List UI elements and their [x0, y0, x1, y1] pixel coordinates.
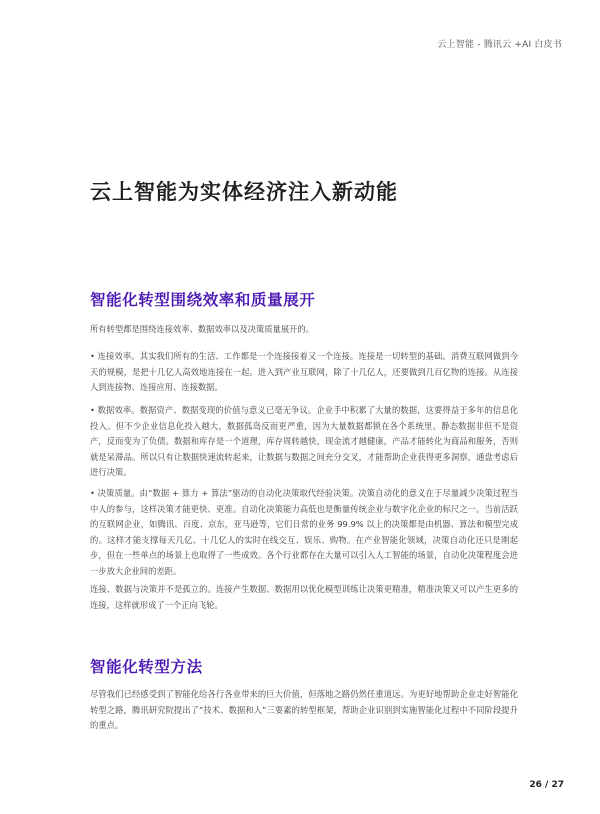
method-paragraph: 尽管我们已经感受到了智能化给各行各业带来的巨大价值，但落地之路仍然任重道远。为更好地帮助企业走好智能化转型之路，腾讯研究院提出了“技术、数据和人”三要素的转型框架，帮助企业识别到实施智能化过程中不同阶段提升的重点。	[90, 689, 518, 731]
bullet-decision-quality: • 决策质量。由“数据 + 算力 + 算法”驱动的自动化决策取代经验决策。决策自动化的意义在于尽量减少决策过程当中人的参与，这样决策才能更快、更准。自动化决策能力高低也是衡量传统企业与数字化企业的标尺之一。当前活跃的互联网企业，如腾讯、百度、京东，亚马逊等，它们日常的业务 99.9% 以上的决策都是由机器、算法和模型完成的。这样才能支撑每天几亿、十几亿人的实时在线交互、娱乐、购物。在产业智能化领域，决策自动化还只是刚起步，但在一些单点的场景上也取得了一些成效。各个行业都存在大量可以引入人工智能的场景，自动化决策程度会进一步放大企业间的差距。	[90, 488, 518, 576]
page-title: 云上智能为实体经济注入新动能	[90, 180, 398, 204]
page-number: 26 / 27	[529, 780, 564, 790]
section-heading-transformation-method: 智能化转型方法	[90, 658, 203, 676]
intro-paragraph: 所有转型都是围绕连接效率、数据效率以及决策质量展开的。	[90, 324, 315, 334]
bullet-connection-efficiency: • 连接效率。其实我们所有的生活、工作都是一个连接接着又一个连接。连接是一切转型的基础。消费互联网做到今天的规模，是把十几亿人高效地连接在一起。进入到产业互联网，除了十几亿人，还要做到几百亿物的连接。从连接人到连接物、连接应用、连接数据。	[90, 351, 518, 393]
bullet-data-efficiency: • 数据效率。数据资产、数据变现的价值与意义已毫无争议。企业手中积累了大量的数据，这要得益于多年的信息化投入。但不少企业信息化投入越大，数据孤岛反而更严重，因为大量数据都锁在各个系统里。静态数据非但不是资产，反而变为了负债。数据和库存是一个道理，库存周转越快，现金流才越健康，产品才能转化为商品和服务，否则就是呆滞品。所以只有让数据快速流转起来，让数据与数据之间充分交叉，才能帮助企业获得更多洞察，通盘考虑后进行决策。	[90, 405, 518, 478]
document-header-title: 云上智能 - 腾讯云 +AI 白皮书	[437, 40, 562, 50]
closing-paragraph: 连接、数据与决策并不是孤立的。连接产生数据、数据用以优化模型训练让决策更精准，精准决策又可以产生更多的连接，这样就形成了一个正向飞轮。	[90, 584, 518, 610]
section-heading-efficiency-quality: 智能化转型围绕效率和质量展开	[90, 291, 316, 309]
